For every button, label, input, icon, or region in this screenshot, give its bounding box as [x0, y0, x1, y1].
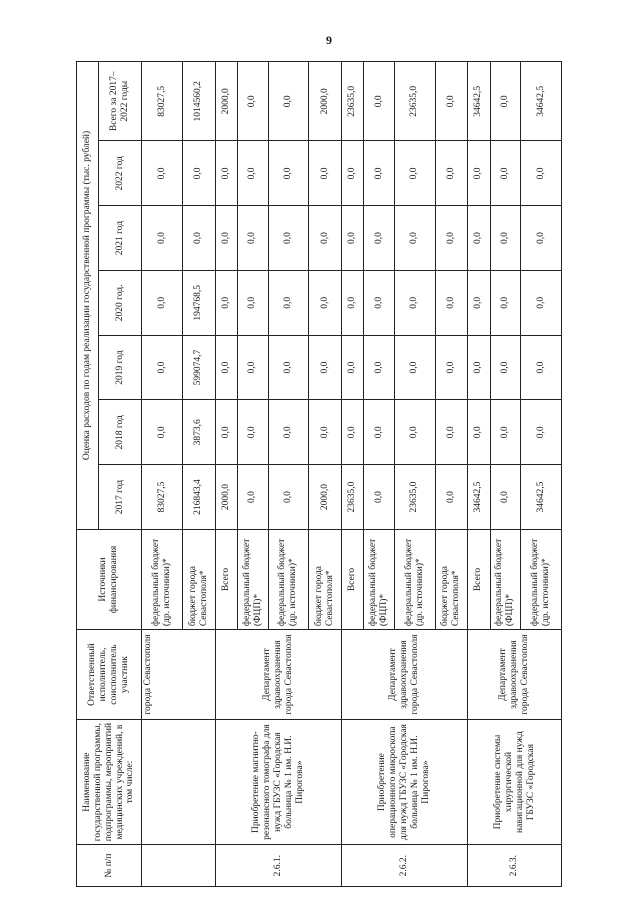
- continuation-responsible-cell: города Севастополя: [142, 630, 215, 720]
- year-value-cell: 0,0: [394, 335, 435, 400]
- year-value-cell: 2000,0: [309, 465, 342, 530]
- year-value-cell: 0,0: [268, 270, 309, 335]
- year-value-cell: 0,0: [364, 465, 395, 530]
- year-value-cell: 0,0: [435, 270, 468, 335]
- year-value-cell: 0,0: [394, 270, 435, 335]
- year-value-cell: 0,0: [309, 206, 342, 271]
- total-value-cell: 0,0: [268, 62, 309, 142]
- year-value-cell: 0,0: [394, 206, 435, 271]
- header-year: 2017 год: [99, 465, 142, 530]
- total-value-cell: 0,0: [435, 62, 468, 142]
- year-value-cell: 0,0: [490, 270, 521, 335]
- section-name-cell: Приобретение системы хирургической навигационной для нужд ГБУЗС «Городская: [468, 719, 562, 844]
- table-row: [341, 62, 363, 887]
- year-value-cell: 0,0: [142, 206, 183, 271]
- year-value-cell: 0,0: [142, 141, 183, 206]
- total-value-cell: 0,0: [237, 62, 268, 142]
- year-value-cell: 2000,0: [215, 465, 237, 530]
- total-value-cell: 83027,5: [142, 62, 183, 142]
- year-value-cell: 0,0: [521, 206, 562, 271]
- year-value-cell: 0,0: [309, 400, 342, 465]
- year-value-cell: 0,0: [142, 335, 183, 400]
- year-value-cell: 0,0: [341, 206, 363, 271]
- year-value-cell: 0,0: [268, 335, 309, 400]
- year-value-cell: 23635,0: [394, 465, 435, 530]
- total-value-cell: 2000,0: [309, 62, 342, 142]
- year-value-cell: 0,0: [521, 400, 562, 465]
- source-cell: федеральный бюджет (др. источники)*: [394, 529, 435, 629]
- header-year: 2019 год: [99, 335, 142, 400]
- header-responsible: Ответственный исполнитель, соисполнитель участник: [77, 630, 142, 720]
- rotated-table-container: [76, 61, 562, 887]
- year-value-cell: 0,0: [215, 270, 237, 335]
- header-year: 2020 год.: [99, 270, 142, 335]
- source-cell: бюджет города Севастополя*: [182, 529, 215, 629]
- year-value-cell: 0,0: [309, 335, 342, 400]
- source-cell: федеральный бюджет (ФЦП)*: [490, 529, 521, 629]
- continuation-name-cell: [142, 719, 215, 844]
- year-value-cell: 0,0: [237, 335, 268, 400]
- year-value-cell: 0,0: [142, 270, 183, 335]
- year-value-cell: 0,0: [490, 206, 521, 271]
- year-value-cell: 0,0: [215, 335, 237, 400]
- year-value-cell: 0,0: [490, 141, 521, 206]
- year-value-cell: 0,0: [468, 206, 490, 271]
- year-value-cell: 0,0: [521, 335, 562, 400]
- year-value-cell: 0,0: [182, 141, 215, 206]
- year-value-cell: 0,0: [435, 465, 468, 530]
- source-cell: федеральный бюджет (ФЦП)*: [364, 529, 395, 629]
- year-value-cell: 83027,5: [142, 465, 183, 530]
- year-value-cell: 34642,5: [521, 465, 562, 530]
- year-value-cell: 0,0: [364, 206, 395, 271]
- year-value-cell: 0,0: [435, 206, 468, 271]
- year-value-cell: 0,0: [490, 465, 521, 530]
- total-value-cell: 1014560,2: [182, 62, 215, 142]
- year-value-cell: 3873,6: [182, 400, 215, 465]
- source-cell: федеральный бюджет (др. источники)*: [268, 529, 309, 629]
- year-value-cell: 0,0: [341, 141, 363, 206]
- year-value-cell: 0,0: [468, 400, 490, 465]
- year-value-cell: 0,0: [435, 400, 468, 465]
- year-value-cell: 0,0: [215, 141, 237, 206]
- source-cell: бюджет города Севастополя*: [309, 529, 342, 629]
- total-value-cell: 0,0: [364, 62, 395, 142]
- year-value-cell: 0,0: [237, 270, 268, 335]
- table-body: [77, 62, 562, 887]
- year-value-cell: 0,0: [364, 400, 395, 465]
- year-value-cell: 0,0: [309, 270, 342, 335]
- year-value-cell: 0,0: [237, 400, 268, 465]
- year-value-cell: 0,0: [468, 270, 490, 335]
- section-name-cell: Приобретение операционного микроскопа для нужд ГБУЗС «Городская больница № 1 им. Н.И. Пирогова»: [341, 719, 467, 844]
- year-value-cell: 0,0: [237, 465, 268, 530]
- year-value-cell: 216843,4: [182, 465, 215, 530]
- total-value-cell: 34642,5: [521, 62, 562, 142]
- year-value-cell: 0,0: [364, 335, 395, 400]
- section-responsible-cell: Департамент здравоохранения города Севастополя: [215, 630, 341, 720]
- year-value-cell: 0,0: [215, 206, 237, 271]
- year-value-cell: 0,0: [142, 400, 183, 465]
- year-value-cell: 0,0: [341, 335, 363, 400]
- section-responsible-cell: Департамент здравоохранения города Севастополя: [341, 630, 467, 720]
- source-cell: федеральный бюджет (др. источники)*: [521, 529, 562, 629]
- table-row: [142, 62, 183, 887]
- section-number-cell: 2.6.3.: [468, 845, 562, 887]
- year-value-cell: 0,0: [435, 335, 468, 400]
- year-value-cell: 0,0: [364, 141, 395, 206]
- header-year: 2022 год: [99, 141, 142, 206]
- year-value-cell: 0,0: [521, 141, 562, 206]
- header-name: Наименование государственной программы, подпрограммы, мероприятий медицинских учреждений, в том числе:: [77, 719, 142, 844]
- year-value-cell: 0,0: [435, 141, 468, 206]
- page-number: 9: [326, 33, 332, 47]
- total-value-cell: 23635,0: [341, 62, 363, 142]
- section-name-cell: Приобретение магнитно-резонансного томографа для нужд ГБУЗС «Городская больница № 1 им. Н.И. Пирогова»: [215, 719, 341, 844]
- total-value-cell: 23635,0: [394, 62, 435, 142]
- year-value-cell: 0,0: [394, 400, 435, 465]
- header-row-top: [77, 62, 99, 887]
- header-year: 2021 год: [99, 206, 142, 271]
- year-value-cell: 0,0: [490, 400, 521, 465]
- year-value-cell: 0,0: [341, 400, 363, 465]
- funding-table: [76, 61, 562, 887]
- total-value-cell: 34642,5: [468, 62, 490, 142]
- source-cell: Всего: [468, 529, 490, 629]
- section-number-cell: 2.6.2.: [341, 845, 467, 887]
- year-value-cell: 34642,5: [468, 465, 490, 530]
- year-value-cell: 0,0: [237, 141, 268, 206]
- year-value-cell: 0,0: [215, 400, 237, 465]
- source-cell: федеральный бюджет (др. источники)*: [142, 529, 183, 629]
- table-row: [215, 62, 237, 887]
- header-sources: Источники финансирования: [77, 529, 142, 629]
- year-value-cell: 0,0: [468, 335, 490, 400]
- total-value-cell: 0,0: [490, 62, 521, 142]
- year-value-cell: 0,0: [182, 206, 215, 271]
- total-value-cell: 2000,0: [215, 62, 237, 142]
- year-value-cell: 0,0: [268, 206, 309, 271]
- year-value-cell: 0,0: [394, 141, 435, 206]
- year-value-cell: 0,0: [268, 141, 309, 206]
- header-estimate: Оценка расходов по годам реализации государственной программы (тыс. рублей): [77, 62, 99, 530]
- year-value-cell: 0,0: [309, 141, 342, 206]
- source-cell: Всего: [341, 529, 363, 629]
- source-cell: федеральный бюджет (ФЦП)*: [237, 529, 268, 629]
- year-value-cell: 0,0: [341, 270, 363, 335]
- year-value-cell: 0,0: [268, 400, 309, 465]
- year-value-cell: 0,0: [490, 335, 521, 400]
- continuation-no-cell: [142, 845, 215, 887]
- year-value-cell: 0,0: [521, 270, 562, 335]
- year-value-cell: 599074,7: [182, 335, 215, 400]
- source-cell: Всего: [215, 529, 237, 629]
- year-value-cell: 0,0: [268, 465, 309, 530]
- year-value-cell: 0,0: [468, 141, 490, 206]
- year-value-cell: 194768,5: [182, 270, 215, 335]
- table-viewport: [76, 61, 562, 887]
- year-value-cell: 0,0: [237, 206, 268, 271]
- year-value-cell: 23635,0: [341, 465, 363, 530]
- year-value-cell: 0,0: [364, 270, 395, 335]
- table-row: [468, 62, 490, 887]
- source-cell: бюджет города Севастополя*: [435, 529, 468, 629]
- header-year-total: Всего за 2017–2022 годы: [99, 62, 142, 142]
- header-year: 2018 год: [99, 400, 142, 465]
- section-number-cell: 2.6.1.: [215, 845, 341, 887]
- header-no: № п/п: [77, 845, 142, 887]
- section-responsible-cell: Департамент здравоохранения города Севастополя: [468, 630, 562, 720]
